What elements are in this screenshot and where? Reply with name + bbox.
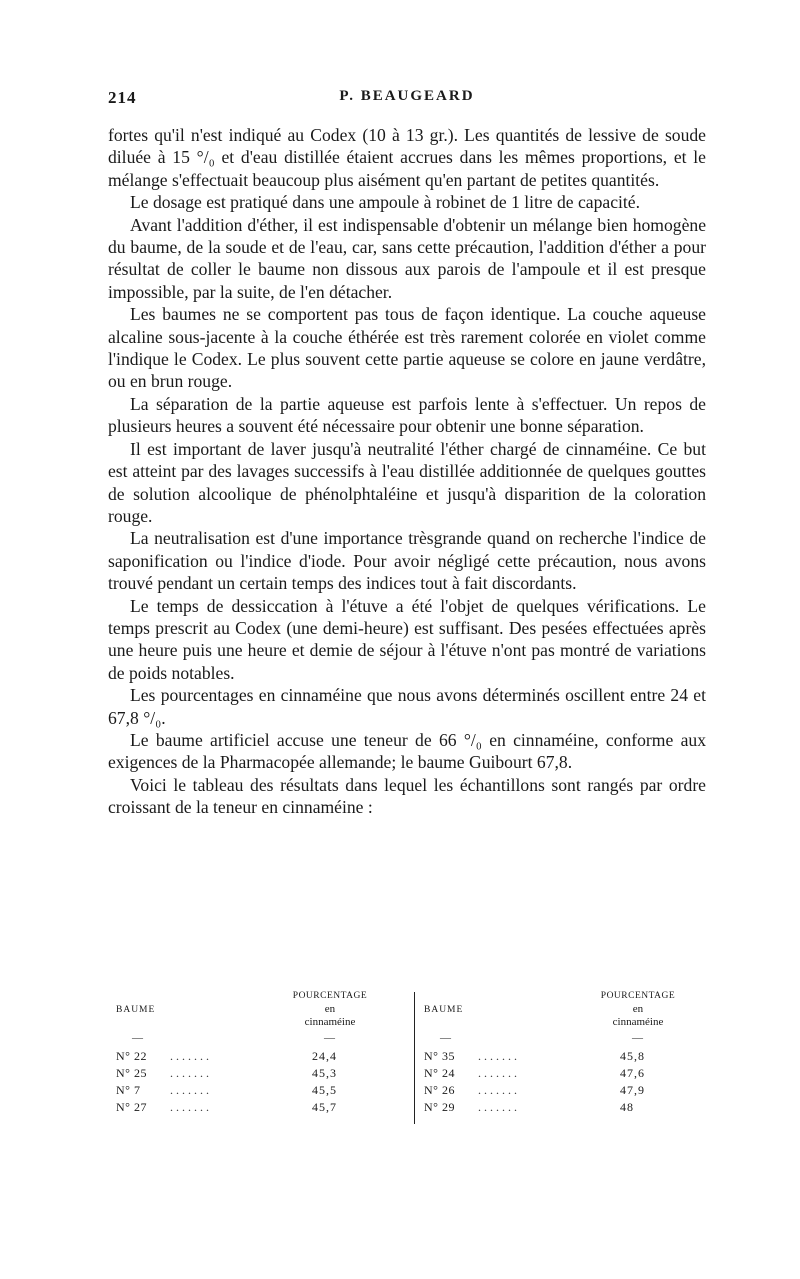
sample-label: N° 29 — [424, 1100, 455, 1114]
header-dash: — — [440, 1032, 451, 1044]
column-header-percentage-en: en — [632, 1003, 644, 1015]
sample-label: N° 27 — [116, 1100, 147, 1114]
sample-label: N° 25 — [116, 1066, 147, 1080]
table-row — [108, 1048, 398, 1065]
paragraph: Avant l'addition d'éther, il est indispensable d'obtenir un mélange bien homogène du baume, de la soude et de l'eau, car, sans cette précaution, l'addition d'éther a pour résultat de coller le baume non dissous aux parois de l'ampoule et il est presque impossible, par la suite, de l'en détacher. — [108, 214, 706, 302]
sample-value: 45,8 — [620, 1049, 645, 1063]
leader-dots: ....... — [170, 1066, 212, 1080]
table-row — [416, 1099, 706, 1116]
column-header-baume: BAUME — [116, 1005, 156, 1015]
column-header-percentage-en: en — [324, 1003, 336, 1015]
table-row — [416, 1082, 706, 1099]
leader-dots: ....... — [478, 1083, 520, 1097]
column-header-percentage — [574, 990, 702, 1029]
sample-label: N° 24 — [424, 1066, 455, 1080]
leader-dots: ....... — [478, 1100, 520, 1114]
table-row — [108, 1065, 398, 1082]
paragraph: La séparation de la partie aqueuse est parfois lente à s'effectuer. Un repos de plusieurs heures a souvent été nécessaire pour obtenir une bonne séparation. — [108, 393, 706, 437]
paragraph: La neutralisation est d'une importance trèsgrande quand on recherche l'indice de saponification ou l'indice d'iode. Pour avoir négligé cette précaution, nous avons trouvé pendant un certain temps des indices tout à fait discordants. — [108, 528, 706, 594]
column-header-percentage-unit: cinnaméine — [304, 1016, 356, 1028]
leader-dots: ....... — [170, 1083, 212, 1097]
sample-value: 45,5 — [312, 1083, 337, 1097]
column-header-baume: BAUME — [424, 1005, 464, 1015]
header-dash: — — [324, 1032, 335, 1044]
body-text — [108, 124, 706, 819]
column-header-percentage-title: POURCENTAGE — [600, 991, 676, 1001]
paragraph: Les pourcentages en cinnaméine que nous avons déterminés oscillent entre 24 et 67,8 °/₀. — [108, 685, 706, 728]
paragraph: fortes qu'il n'est indiqué au Codex (10 à 13 gr.). Les quantités de lessive de soude diluée à 15 °/₀ et d'eau distillée étaient accrues dans les mêmes proportions, et le mélange s'effectuait beaucoup plus aisément qu'en partant de petites quantités. — [108, 125, 706, 190]
table-row — [108, 1099, 398, 1116]
results-table — [108, 988, 706, 1128]
sample-value: 47,6 — [620, 1066, 645, 1080]
leader-dots: ....... — [478, 1066, 520, 1080]
running-head: P. BEAUGEARD — [339, 88, 475, 104]
sample-label: N° 22 — [116, 1049, 147, 1063]
sample-label: N° 35 — [424, 1049, 455, 1063]
page-number: 214 — [108, 88, 137, 107]
leader-dots: ....... — [478, 1049, 520, 1063]
sample-value: 45,7 — [312, 1100, 337, 1114]
table-rows-left — [108, 1048, 398, 1116]
paragraph: Le dosage est pratiqué dans une ampoule à robinet de 1 litre de capacité. — [130, 192, 641, 213]
sample-label: N° 26 — [424, 1083, 455, 1097]
column-header-percentage-title: POURCENTAGE — [292, 991, 368, 1001]
leader-dots: ....... — [170, 1100, 212, 1114]
sample-value: 48 — [620, 1100, 634, 1114]
table-rows-right — [416, 1048, 706, 1116]
header-dash: — — [132, 1032, 143, 1044]
paragraph: Il est important de laver jusqu'à neutralité l'éther chargé de cinnaméine. Ce but est atteint par des lavages successifs à l'eau distillée additionnée de quelques gouttes de solution alcoolique de phénolphtaléine et jusqu'à disparition de la coloration rouge. — [108, 438, 706, 526]
paragraph: Le baume artificiel accuse une teneur de 66 °/₀ en cinnaméine, conforme aux exigences de la Pharmacopée allemande; le baume Guibourt 67,8. — [108, 729, 706, 773]
sample-value: 47,9 — [620, 1083, 645, 1097]
page-header — [108, 88, 706, 112]
leader-dots: ....... — [170, 1049, 212, 1063]
paragraph: Le temps de dessiccation à l'étuve a été l'objet de quelques vérifications. Le temps prescrit au Codex (une demi-heure) est suffisant. Des pesées effectuées après une heure puis une heure et demie de séjour à l'étuve n'ont pas montré de variations de poids notables. — [108, 595, 706, 683]
sample-value: 45,3 — [312, 1066, 337, 1080]
table-row — [416, 1048, 706, 1065]
column-divider — [414, 992, 415, 1124]
sample-label: N° 7 — [116, 1083, 141, 1097]
header-dash: — — [632, 1032, 643, 1044]
table-row — [108, 1082, 398, 1099]
paragraph: Les baumes ne se comportent pas tous de façon identique. La couche aqueuse alcaline sous-jacente à la couche éthérée est très rarement colorée en violet comme l'indique le Codex. Le plus souvent cette partie aqueuse se colore en jaune verdâtre, ou en brun rouge. — [108, 304, 706, 392]
column-header-percentage-unit: cinnaméine — [612, 1016, 664, 1028]
paragraph: Voici le tableau des résultats dans lequel les échantillons sont rangés par ordre croissant de la teneur en cinnaméine : — [108, 774, 706, 818]
table-row — [416, 1065, 706, 1082]
sample-value: 24,4 — [312, 1049, 337, 1063]
column-header-percentage — [266, 990, 394, 1029]
